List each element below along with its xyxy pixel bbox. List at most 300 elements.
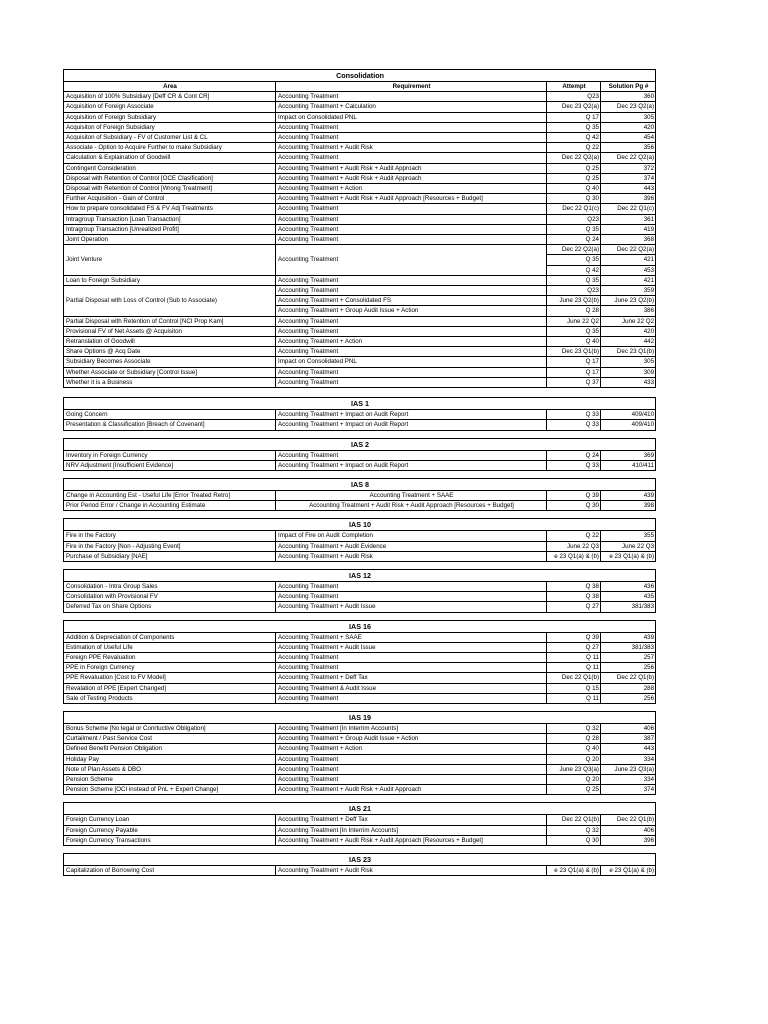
cell-solution: 356: [601, 143, 656, 153]
cell-attempt: Q 32: [547, 825, 601, 835]
section-gap: [63, 511, 655, 518]
cell-requirement: Accounting Treatment + SAAE: [276, 632, 547, 642]
cell-requirement: Accounting Treatment: [276, 663, 547, 673]
table-row: [64, 642, 656, 652]
table-row: [64, 531, 656, 541]
cell-requirement: Accounting Treatment + Impact on Audit Report: [276, 420, 547, 430]
table-row: [64, 235, 656, 245]
table-row: [64, 275, 656, 285]
table-row: [64, 652, 656, 662]
table-row: [64, 592, 656, 602]
cell-attempt: June 22 Q2: [547, 316, 601, 326]
cell-requirement: Accounting Treatment: [276, 592, 547, 602]
cell-attempt: Q 30: [547, 835, 601, 845]
section-title: IAS 8: [64, 478, 656, 490]
cell-attempt: Dec 23 Q2(a): [547, 102, 601, 112]
cell-attempt: Q23: [547, 92, 601, 102]
cell-requirement: Accounting Treatment: [276, 581, 547, 591]
cell-solution: 256: [601, 663, 656, 673]
section-table: [63, 802, 656, 846]
cell-solution: 398: [601, 501, 656, 511]
section-title: IAS 10: [64, 519, 656, 531]
cell-solution: 433: [601, 377, 656, 387]
cell-requirement: Accounting Treatment: [276, 367, 547, 377]
cell-solution: 443: [601, 184, 656, 194]
cell-solution: 361: [601, 214, 656, 224]
cell-solution: 288: [601, 683, 656, 693]
study-index-sheet: [63, 69, 655, 876]
cell-solution: June 23 Q2(b): [601, 296, 656, 306]
table-row: [64, 744, 656, 754]
cell-attempt: Dec 23 Q1(b): [547, 347, 601, 357]
cell-solution: 420: [601, 326, 656, 336]
cell-solution: 374: [601, 173, 656, 183]
cell-requirement: Accounting Treatment + Action: [276, 184, 547, 194]
section-title: IAS 2: [64, 438, 656, 450]
cell-requirement: Accounting Treatment: [276, 214, 547, 224]
cell-solution: 360: [601, 92, 656, 102]
cell-area: Pension Scheme [OCI instead of PnL + Expert Change]: [64, 785, 276, 795]
cell-requirement: Accounting Treatment + Audit Issue: [276, 602, 547, 612]
cell-solution: 421: [601, 255, 656, 265]
cell-solution: 396: [601, 194, 656, 204]
cell-attempt: Q 27: [547, 602, 601, 612]
cell-attempt: Q 27: [547, 642, 601, 652]
cell-requirement: Accounting Treatment + Action: [276, 744, 547, 754]
table-row: [64, 337, 656, 347]
cell-attempt: Q 25: [547, 163, 601, 173]
cell-area: Share Options @ Acq Date: [64, 347, 276, 357]
cell-attempt: Q 28: [547, 306, 601, 316]
cell-requirement: Accounting Treatment + Audit Risk + Audit Approach: [276, 163, 547, 173]
cell-area: Holiday Pay: [64, 754, 276, 764]
section-table: [63, 711, 656, 795]
cell-requirement: Accounting Treatment + SAAE: [276, 490, 547, 500]
cell-solution: 421: [601, 275, 656, 285]
cell-area: Acquisition of 100% Subsidiary [Deff CR & Cont CR]: [64, 92, 276, 102]
table-row: [64, 153, 656, 163]
cell-solution: 410/411: [601, 460, 656, 470]
cell-solution: 454: [601, 133, 656, 143]
cell-solution: Dec 23 Q2(a): [601, 102, 656, 112]
cell-area: Consolidation with Provisional FV: [64, 592, 276, 602]
cell-attempt: Q 11: [547, 663, 601, 673]
cell-attempt: June 23 Q2(b): [547, 296, 601, 306]
cell-solution: 368: [601, 235, 656, 245]
cell-area: Whether it is a Business: [64, 377, 276, 387]
cell-area: Subsidiary Becomes Associate: [64, 357, 276, 367]
cell-area: Deferred Tax on Share Options: [64, 602, 276, 612]
cell-area: Disposal with Retention of Control [OCE Clasification]: [64, 173, 276, 183]
section-title-row: [64, 519, 656, 531]
table-row: [64, 112, 656, 122]
cell-requirement: Accounting Treatment: [276, 377, 547, 387]
cell-solution: 439: [601, 490, 656, 500]
cell-area: Sale of Testing Products: [64, 693, 276, 703]
cell-solution: Dec 22 Q1(b): [601, 673, 656, 683]
cell-solution: 443: [601, 744, 656, 754]
cell-area: Consolidation - Intra Group Sales: [64, 581, 276, 591]
cell-area: PPE Revaluation [Cost to FV Model]: [64, 673, 276, 683]
cell-requirement: Accounting Treatment + Impact on Audit Report: [276, 460, 547, 470]
cell-requirement: Accounting Treatment: [276, 774, 547, 784]
table-row: [64, 835, 656, 845]
table-row: [64, 632, 656, 642]
cell-requirement: Impact on Consolidated PNL: [276, 357, 547, 367]
section-title-row: [64, 438, 656, 450]
table-row: [64, 602, 656, 612]
cell-requirement: Impact of Fire on Audit Completion: [276, 531, 547, 541]
table-row: [64, 450, 656, 460]
cell-attempt: Q 30: [547, 501, 601, 511]
cell-attempt: Q 42: [547, 265, 601, 275]
cell-requirement: Impact on Consolidated PNL: [276, 112, 547, 122]
cell-solution: 386: [601, 306, 656, 316]
section-table: [63, 69, 656, 388]
section-gap: [63, 795, 655, 802]
table-row: [64, 286, 656, 296]
cell-attempt: June 22 Q3: [547, 541, 601, 551]
cell-solution: 453: [601, 265, 656, 275]
table-row: [64, 785, 656, 795]
cell-area: Prior Period Error / Change in Accounting Estimate: [64, 501, 276, 511]
cell-area: Contingent Consideration: [64, 163, 276, 173]
table-row: [64, 673, 656, 683]
table-row: [64, 184, 656, 194]
cell-area: Joint Venture: [64, 245, 276, 276]
cell-requirement: Accounting Treatment: [276, 224, 547, 234]
cell-area: Further Acquisition - Gain of Control: [64, 194, 276, 204]
table-row: [64, 102, 656, 112]
cell-requirement: Accounting Treatment + Consolidated FS: [276, 296, 547, 306]
cell-attempt: Q 37: [547, 377, 601, 387]
cell-area: Purchase of Subsidiary [NAE]: [64, 551, 276, 561]
cell-requirement: Accounting Treatment + Impact on Audit Report: [276, 410, 547, 420]
table-row: [64, 825, 656, 835]
table-row: [64, 224, 656, 234]
table-row: [64, 420, 656, 430]
cell-area: Change in Accounting Est - Useful Life [Error Treated Retro]: [64, 490, 276, 500]
cell-area: Acquisition of Foreign Subsidiary: [64, 112, 276, 122]
table-row: [64, 865, 656, 875]
cell-requirement: Accounting Treatment + Deff Tax: [276, 815, 547, 825]
cell-attempt: Q 30: [547, 194, 601, 204]
cell-area: Foreign PPE Revaluation: [64, 652, 276, 662]
cell-attempt: Q 32: [547, 723, 601, 733]
cell-attempt: Dec 22 Q1(c): [547, 204, 601, 214]
cell-attempt: Q 24: [547, 235, 601, 245]
cell-solution: 372: [601, 163, 656, 173]
cell-area: Intragroup Transaction [Loan Transaction]: [64, 214, 276, 224]
table-row: [64, 581, 656, 591]
cell-requirement: Accounting Treatment: [276, 326, 547, 336]
table-row: [64, 316, 656, 326]
cell-requirement: Accounting Treatment: [276, 450, 547, 460]
table-row: [64, 490, 656, 500]
section-title-row: [64, 569, 656, 581]
cell-attempt: Dec 22 Q1(b): [547, 815, 601, 825]
cell-solution: 435: [601, 592, 656, 602]
table-row: [64, 173, 656, 183]
header-attempt: Attempt: [547, 82, 601, 92]
table-row: [64, 377, 656, 387]
section-title: IAS 19: [64, 711, 656, 723]
cell-solution: 256: [601, 693, 656, 703]
cell-requirement: Accounting Treatment + Audit Evidence: [276, 541, 547, 551]
cell-attempt: Q 35: [547, 326, 601, 336]
section-gap: [63, 613, 655, 620]
header-area: Area: [64, 82, 276, 92]
cell-attempt: Q 22: [547, 143, 601, 153]
cell-attempt: Q 15: [547, 683, 601, 693]
cell-area: Inventory in Foreign Currency: [64, 450, 276, 460]
section-title: IAS 23: [64, 853, 656, 865]
cell-area: Foreign Currency Loan: [64, 815, 276, 825]
section-title-row: [64, 853, 656, 865]
cell-area: Calculation & Explaination of Goodwill: [64, 153, 276, 163]
cell-attempt: Q 11: [547, 652, 601, 662]
cell-attempt: e 23 Q1(a) & (b): [547, 865, 601, 875]
cell-attempt: Q 28: [547, 734, 601, 744]
cell-area: Fire in the Factory [Non - Adjusting Event]: [64, 541, 276, 551]
cell-solution: 442: [601, 337, 656, 347]
cell-attempt: Q 33: [547, 410, 601, 420]
cell-area: Pension Scheme: [64, 774, 276, 784]
table-row: [64, 723, 656, 733]
cell-area: Joint Operation: [64, 235, 276, 245]
cell-solution: 369: [601, 450, 656, 460]
cell-area: Acquisition of Foreign Associate: [64, 102, 276, 112]
table-row: [64, 204, 656, 214]
section-gap: [63, 846, 655, 853]
cell-solution: Dec 22 Q2(a): [601, 245, 656, 255]
cell-solution: 409/410: [601, 410, 656, 420]
cell-solution: 381/383: [601, 642, 656, 652]
table-row: [64, 245, 656, 255]
cell-area: Note of Plan Assets & DBO: [64, 764, 276, 774]
cell-attempt: Q 22: [547, 531, 601, 541]
cell-area: Revalation of PPE [Expert Changed]: [64, 683, 276, 693]
cell-area: Capitalization of Borrowing Cost: [64, 865, 276, 875]
cell-area: Provisional FV of Net Assets @ Acquisiton: [64, 326, 276, 336]
table-row: [64, 214, 656, 224]
cell-attempt: Dec 22 Q1(b): [547, 673, 601, 683]
cell-requirement: Accounting Treatment + Group Audit Issue + Action: [276, 734, 547, 744]
cell-area: Intragroup Transaction [Unrealized Profit]: [64, 224, 276, 234]
cell-attempt: Q 38: [547, 592, 601, 602]
cell-attempt: e 23 Q1(a) & (b): [547, 551, 601, 561]
cell-solution: 355: [601, 531, 656, 541]
cell-solution: 359: [601, 286, 656, 296]
section-title-row: [64, 803, 656, 815]
table-row: [64, 92, 656, 102]
table-row: [64, 460, 656, 470]
cell-solution: 334: [601, 774, 656, 784]
cell-attempt: Q 40: [547, 184, 601, 194]
cell-requirement: Accounting Treatment & Audit Issue: [276, 683, 547, 693]
cell-area: Curtailment / Past Service Cost: [64, 734, 276, 744]
cell-attempt: Q 39: [547, 632, 601, 642]
column-header-row: [64, 82, 656, 92]
section-table: [63, 569, 656, 613]
cell-solution: e 23 Q1(a) & (b): [601, 551, 656, 561]
section-title: IAS 1: [64, 398, 656, 410]
cell-solution: Dec 22 Q1(b): [601, 815, 656, 825]
cell-solution: Dec 22 Q2(a): [601, 153, 656, 163]
section-title: IAS 12: [64, 569, 656, 581]
cell-requirement: Accounting Treatment: [276, 347, 547, 357]
section-title-row: [64, 620, 656, 632]
cell-attempt: Q23: [547, 286, 601, 296]
cell-area: Loan to Foreign Subsidiary: [64, 275, 276, 285]
section-title: IAS 16: [64, 620, 656, 632]
table-row: [64, 357, 656, 367]
cell-attempt: Q 35: [547, 224, 601, 234]
cell-solution: 406: [601, 825, 656, 835]
cell-attempt: Q 33: [547, 420, 601, 430]
cell-area: Associate - Option to Acquire Further to make Subsidiary: [64, 143, 276, 153]
cell-attempt: Q 20: [547, 754, 601, 764]
cell-area: Fire in the Factory: [64, 531, 276, 541]
cell-solution: 436: [601, 581, 656, 591]
cell-area: Acquisiton of Foreign Subsidiary: [64, 122, 276, 132]
section-table: [63, 478, 656, 511]
cell-area: Defined Benefit Pension Obligation: [64, 744, 276, 754]
table-row: [64, 347, 656, 357]
cell-solution: 406: [601, 723, 656, 733]
section-table: [63, 518, 656, 562]
cell-requirement: Accounting Treatment + Deff Tax: [276, 673, 547, 683]
cell-requirement: Accounting Treatment + Audit Risk: [276, 865, 547, 875]
cell-solution: 381/383: [601, 602, 656, 612]
cell-attempt: Q 25: [547, 785, 601, 795]
cell-solution: June 22 Q3: [601, 541, 656, 551]
table-row: [64, 683, 656, 693]
cell-area: NRV Adjustment [Insufficient Evidence]: [64, 460, 276, 470]
section-gap: [63, 471, 655, 478]
cell-requirement: Accounting Treatment + Audit Risk + Audit Approach [Resources + Budget]: [276, 835, 547, 845]
cell-requirement: Accounting Treatment: [276, 286, 547, 296]
cell-solution: 305: [601, 112, 656, 122]
cell-solution: Dec 23 Q1(b): [601, 347, 656, 357]
table-row: [64, 693, 656, 703]
cell-attempt: Q 40: [547, 744, 601, 754]
cell-requirement: Accounting Treatment: [276, 754, 547, 764]
header-requirement: Requirement: [276, 82, 547, 92]
table-row: [64, 122, 656, 132]
cell-attempt: Q 20: [547, 774, 601, 784]
cell-area: Foreign Currency Payable: [64, 825, 276, 835]
cell-solution: 387: [601, 734, 656, 744]
cell-area: Partial Disposal with Retention of Control [NCI Prop Kam]: [64, 316, 276, 326]
section-title: Consolidation: [64, 70, 656, 82]
cell-attempt: Q 24: [547, 450, 601, 460]
cell-attempt: Q 35: [547, 255, 601, 265]
header-solution: Solution Pg #: [601, 82, 656, 92]
table-row: [64, 163, 656, 173]
section-title-row: [64, 478, 656, 490]
cell-attempt: Dec 22 Q2(a): [547, 153, 601, 163]
cell-solution: 439: [601, 632, 656, 642]
cell-requirement: Accounting Treatment + Calculation: [276, 102, 547, 112]
cell-area: Presentation & Classification [Breach of Covenant]: [64, 420, 276, 430]
cell-requirement: Accounting Treatment + Audit Risk: [276, 551, 547, 561]
section-table: [63, 438, 656, 471]
section-gap: [63, 431, 655, 438]
cell-attempt: Q 25: [547, 173, 601, 183]
cell-requirement: Accounting Treatment: [276, 153, 547, 163]
cell-solution: e 23 Q1(a) & (b): [601, 865, 656, 875]
section-gap: [63, 388, 655, 397]
cell-requirement: Accounting Treatment: [276, 122, 547, 132]
cell-requirement: Accounting Treatment: [276, 693, 547, 703]
cell-solution: 305: [601, 357, 656, 367]
table-row: [64, 663, 656, 673]
cell-requirement: Accounting Treatment: [276, 204, 547, 214]
cell-requirement: Accounting Treatment: [276, 133, 547, 143]
cell-attempt: Q 33: [547, 460, 601, 470]
cell-attempt: Q 42: [547, 133, 601, 143]
cell-requirement: Accounting Treatment [In Interrim Accounts]: [276, 825, 547, 835]
cell-requirement: Accounting Treatment + Group Audit Issue + Action: [276, 306, 547, 316]
cell-attempt: Q 39: [547, 490, 601, 500]
cell-area: Retranslation of Goodwill: [64, 337, 276, 347]
cell-area: Estimation of Useful Life: [64, 642, 276, 652]
section-title-row: [64, 711, 656, 723]
section-gap: [63, 562, 655, 569]
cell-area: Disposal with Retention of Control [Wrong Treatment]: [64, 184, 276, 194]
cell-solution: 374: [601, 785, 656, 795]
cell-area: Foreign Currency Transactions: [64, 835, 276, 845]
cell-attempt: Q 17: [547, 112, 601, 122]
cell-area: Bonus Scheme [No legal or Conrtuctive Obligation]: [64, 723, 276, 733]
table-row: [64, 410, 656, 420]
cell-solution: 309: [601, 367, 656, 377]
cell-solution: 257: [601, 652, 656, 662]
cell-requirement: Accounting Treatment + Audit Risk: [276, 143, 547, 153]
cell-attempt: Q 11: [547, 693, 601, 703]
cell-area: How to prepare consolidated FS & FV Adj Treatments: [64, 204, 276, 214]
cell-requirement: Accounting Treatment [In Interrim Accounts]: [276, 723, 547, 733]
section-title-row: [64, 398, 656, 410]
table-row: [64, 551, 656, 561]
table-row: [64, 815, 656, 825]
section-table: [63, 853, 656, 876]
section-title: IAS 21: [64, 803, 656, 815]
cell-solution: 419: [601, 224, 656, 234]
cell-requirement: Accounting Treatment: [276, 245, 547, 276]
section-table: [63, 620, 656, 704]
cell-requirement: Accounting Treatment + Action: [276, 337, 547, 347]
cell-attempt: June 23 Q3(a): [547, 764, 601, 774]
cell-requirement: Accounting Treatment + Audit Issue: [276, 642, 547, 652]
cell-requirement: Accounting Treatment + Audit Risk + Audit Approach: [276, 785, 547, 795]
section-table: [63, 397, 656, 430]
cell-requirement: Accounting Treatment + Audit Risk + Audit Approach: [276, 173, 547, 183]
cell-attempt: Dec 22 Q2(a): [547, 245, 601, 255]
cell-area: Whether Associate or Subsidiary [Control Issue]: [64, 367, 276, 377]
cell-attempt: Q 17: [547, 357, 601, 367]
table-row: [64, 194, 656, 204]
cell-solution: 409/410: [601, 420, 656, 430]
table-row: [64, 326, 656, 336]
cell-area: Partial Disposal with Loss of Control (Sub to Associate): [64, 286, 276, 317]
cell-area: PPE in Foreign Currency: [64, 663, 276, 673]
cell-attempt: Q 35: [547, 122, 601, 132]
cell-requirement: Accounting Treatment: [276, 764, 547, 774]
cell-area: Going Concern: [64, 410, 276, 420]
cell-solution: 334: [601, 754, 656, 764]
